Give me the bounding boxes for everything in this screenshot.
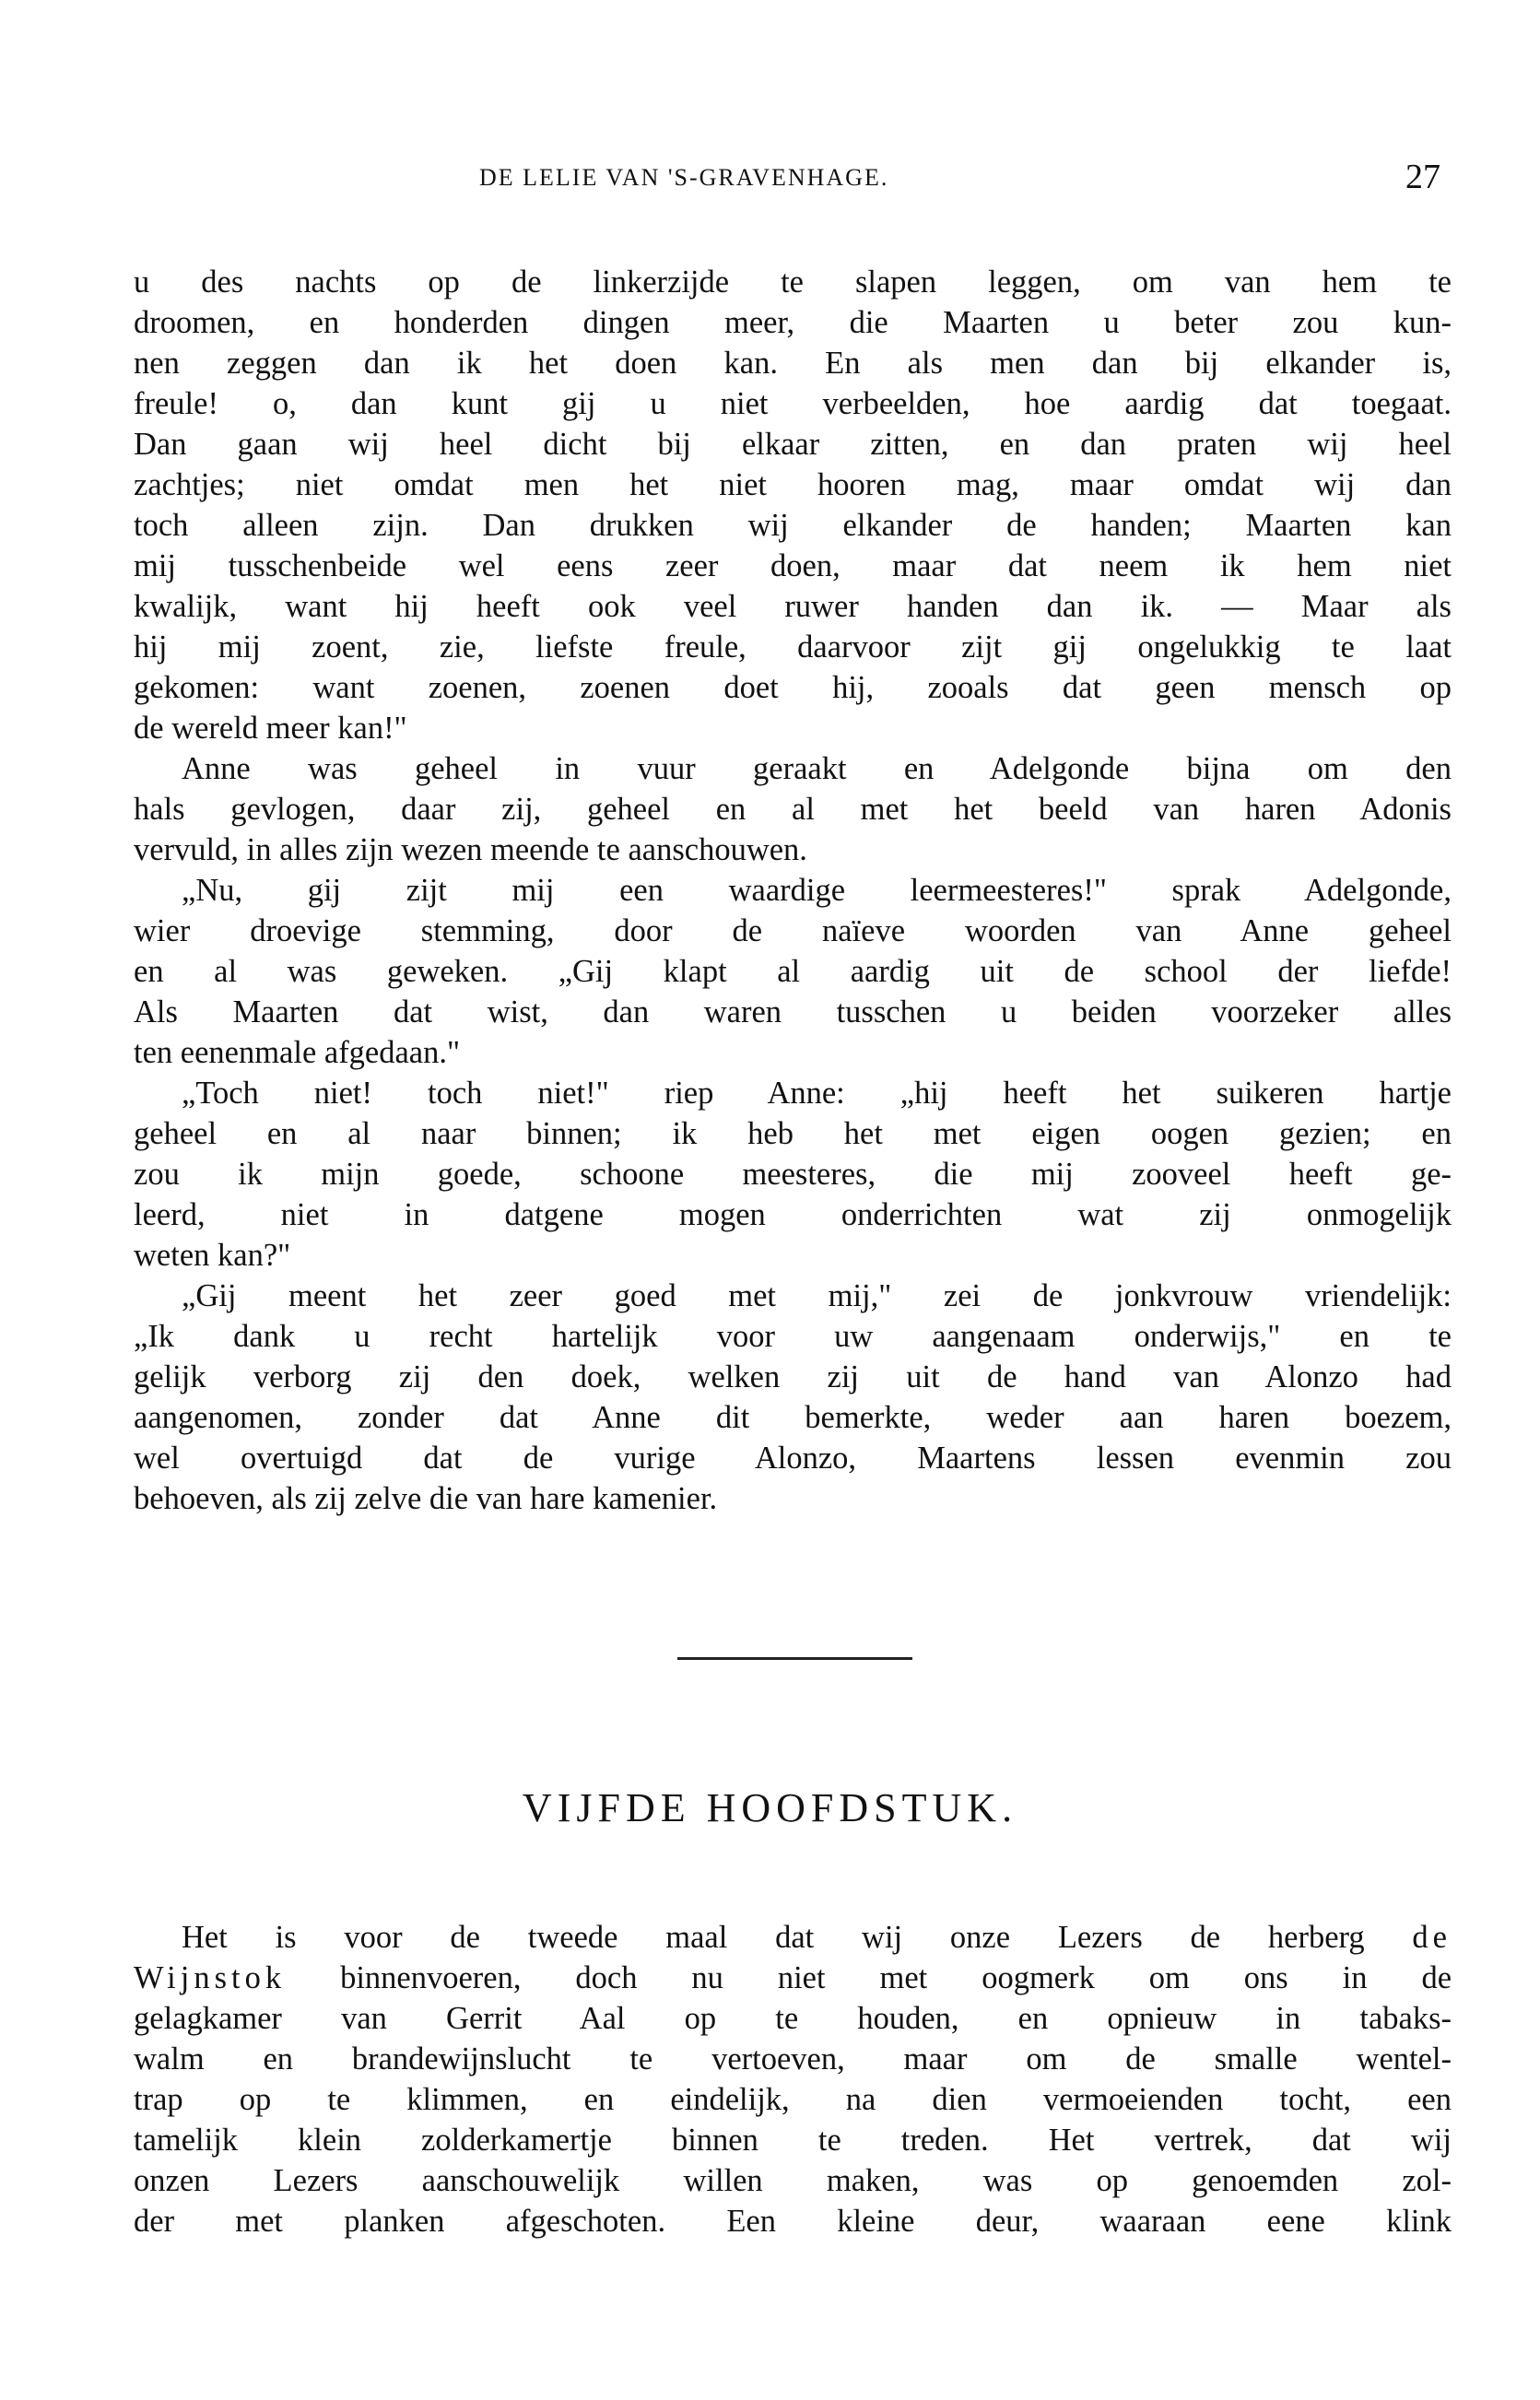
text-line: toch alleen zijn. Dan drukken wij elkander de handen; Maarten kan (134, 508, 1452, 543)
paragraph (134, 748, 1452, 870)
text-line: wier droevige stemming, door de naïeve woorden van Anne geheel (134, 913, 1452, 948)
chapter-opening-text: Het is voor de tweede maal dat wij onze Lezers de herberg (182, 1920, 1365, 1955)
chapter-paragraph (134, 1917, 1452, 2241)
text-line: gelijk verborg zij den doek, welken zij uit de hand van Alonzo had (134, 1359, 1452, 1394)
text-line: „Toch niet! toch niet!" riep Anne: „hij heeft het suikeren hartje (182, 1076, 1452, 1111)
text-line: onzen Lezers aanschouwelijk willen maken, was op genoemden zol- (134, 2163, 1452, 2198)
text-line: gelagkamer van Gerrit Aal op te houden, en opnieuw in tabaks- (134, 2001, 1452, 2036)
text-line: gekomen: want zoenen, zoenen doet hij, zooals dat geen mensch op (134, 670, 1452, 705)
text-line: Als Maarten dat wist, dan waren tusschen u beiden voorzeker alles (134, 994, 1452, 1029)
spaced-word: Wijnstok (134, 1960, 287, 1995)
chapter-heading: VIJFDE HOOFDSTUK. (522, 1785, 1018, 1830)
text-line: geheel en al naar binnen; ik heb het met eigen oogen gezien; en (134, 1116, 1452, 1151)
text-line: Anne was geheel in vuur geraakt en Adelgonde bijna om den (182, 751, 1452, 786)
text-line: weten kan?" (134, 1238, 291, 1273)
text-line: „Ik dank u recht hartelijk voor uw aangenaam onderwijs," en te (134, 1319, 1452, 1354)
text-line: trap op te klimmen, en eindelijk, na dien vermoeienden tocht, een (134, 2082, 1452, 2117)
text-line: aangenomen, zonder dat Anne dit bemerkte, weder aan haren boezem, (134, 1400, 1452, 1435)
text-line: kwalijk, want hij heeft ook veel ruwer handen dan ik. — Maar als (134, 589, 1452, 624)
running-head (0, 157, 1540, 203)
text-line: de wereld meer kan!" (134, 711, 407, 746)
text-line: ten eenenmale afgedaan." (134, 1035, 461, 1070)
text-line: wel overtuigd dat de vurige Alonzo, Maartens lessen evenmin zou (134, 1441, 1452, 1476)
text-line (134, 1917, 1452, 1958)
text-line: „Nu, gij zijt mij een waardige leermeesteres!" sprak Adelgonde, (182, 873, 1452, 908)
section-divider (677, 1657, 912, 1660)
text-line: zachtjes; niet omdat men het niet hooren mag, maar omdat wij dan (134, 467, 1452, 502)
spaced-word: de (1412, 1920, 1452, 1955)
text-line: der met planken afgeschoten. Een kleine deur, waaraan eene klink (134, 2204, 1452, 2239)
text-line: behoeven, als zij zelve die van hare kamenier. (134, 1481, 718, 1516)
text-line (134, 1958, 1452, 1998)
text-line: leerd, niet in datgene mogen onderrichten wat zij onmogelijk (134, 1197, 1452, 1232)
text-line: mij tusschenbeide wel eens zeer doen, maar dat neem ik hem niet (134, 548, 1452, 583)
paragraph (134, 1276, 1452, 1519)
text-line: nen zeggen dan ik het doen kan. En als men dan bij elkander is, (134, 346, 1452, 381)
text-line: zou ik mijn goede, schoone meesteres, die mij zooveel heeft ge- (134, 1157, 1452, 1192)
paragraph (134, 1073, 1452, 1276)
text-line: vervuld, in alles zijn wezen meende te aanschouwen. (134, 832, 807, 867)
text-line: freule! o, dan kunt gij u niet verbeelden, hoe aardig dat toegaat. (134, 386, 1452, 421)
text-line: tamelijk klein zolderkamertje binnen te treden. Het vertrek, dat wij (134, 2123, 1452, 2158)
text-line: hals gevlogen, daar zij, geheel en al met het beeld van haren Adonis (134, 792, 1452, 827)
text-line: Dan gaan wij heel dicht bij elkaar zitten, en dan praten wij heel (134, 427, 1452, 462)
text-line: en al was geweken. „Gij klapt al aardig uit de school der liefde! (134, 954, 1452, 989)
paragraph (134, 262, 1452, 748)
text-line: walm en brandewijnslucht te vertoeven, maar om de smalle wentel- (134, 2041, 1452, 2076)
line-rest: binnenvoeren, doch nu niet met oogmerk om ons in de (340, 1960, 1452, 1995)
paragraph (134, 870, 1452, 1073)
running-title: DE LELIE VAN 'S-GRAVENHAGE. (479, 164, 889, 191)
page-number: 27 (1405, 158, 1440, 196)
text-line: droomen, en honderden dingen meer, die Maarten u beter zou kun- (134, 305, 1452, 340)
text-line: „Gij meent het zeer goed met mij," zei de jonkvrouw vriendelijk: (182, 1278, 1452, 1313)
text-line: hij mij zoent, zie, liefste freule, daarvoor zijt gij ongelukkig te laat (134, 629, 1452, 665)
text-line: u des nachts op de linkerzijde te slapen leggen, om van hem te (134, 265, 1452, 300)
